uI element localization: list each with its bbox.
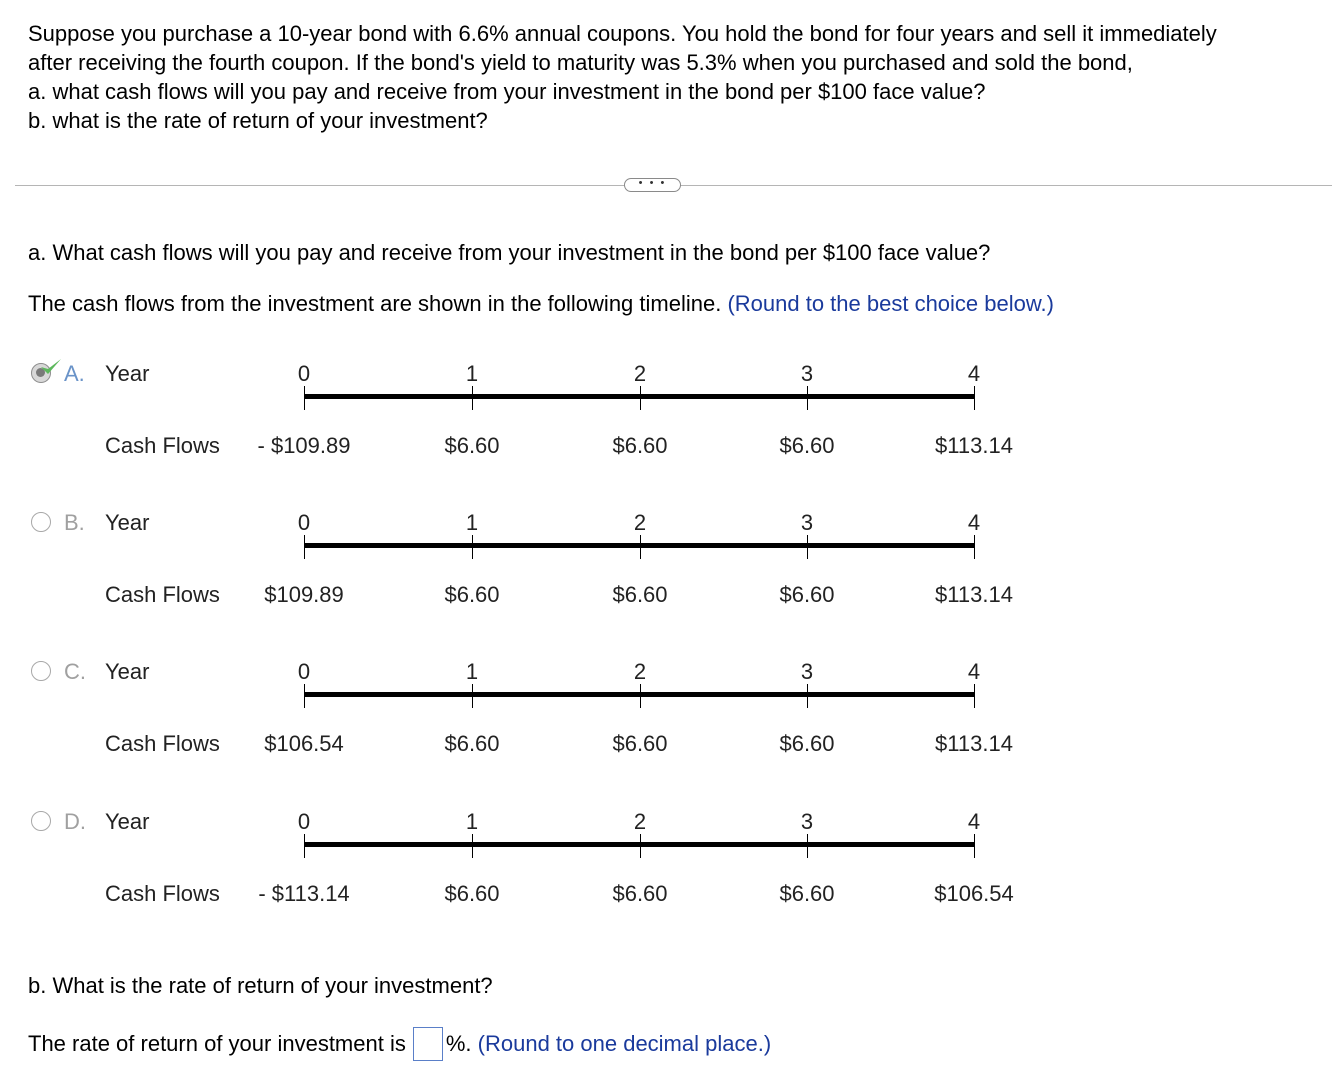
cash-flow-value: $6.60 bbox=[779, 582, 835, 607]
cash-flow-value: - $109.89 bbox=[257, 433, 351, 458]
year-label: Year bbox=[105, 659, 150, 684]
year-number: 1 bbox=[465, 361, 479, 386]
timeline-tick bbox=[807, 386, 808, 410]
timeline-tick bbox=[640, 834, 641, 858]
timeline-tick bbox=[472, 834, 473, 858]
timeline-tick bbox=[472, 684, 473, 708]
option-radio[interactable] bbox=[31, 512, 51, 532]
percent-suffix: %. bbox=[445, 1031, 472, 1056]
rate-of-return-input[interactable] bbox=[413, 1027, 443, 1061]
timeline-tick bbox=[640, 684, 641, 708]
cash-flow-value: $6.60 bbox=[612, 433, 668, 458]
year-number: 3 bbox=[800, 809, 814, 834]
year-label: Year bbox=[105, 361, 150, 386]
year-number: 4 bbox=[967, 659, 981, 684]
timeline-tick bbox=[807, 834, 808, 858]
year-number: 3 bbox=[800, 659, 814, 684]
cash-flows-label: Cash Flows bbox=[105, 731, 220, 756]
option-radio[interactable] bbox=[31, 661, 51, 681]
option-b[interactable] bbox=[0, 511, 1332, 651]
cash-flow-value: $6.60 bbox=[444, 433, 500, 458]
timeline-tick bbox=[304, 684, 305, 708]
year-number: 0 bbox=[297, 659, 311, 684]
cash-flow-value: $113.14 bbox=[935, 433, 1013, 458]
cash-flow-value: $113.14 bbox=[935, 731, 1013, 756]
cash-flow-value: $106.54 bbox=[934, 881, 1014, 906]
timeline-tick bbox=[304, 386, 305, 410]
answer-prompt: The rate of return of your investment is bbox=[28, 1031, 406, 1056]
cash-flow-value: $6.60 bbox=[612, 731, 668, 756]
year-number: 0 bbox=[297, 809, 311, 834]
cash-flow-value: $6.60 bbox=[444, 582, 500, 607]
option-d[interactable] bbox=[0, 810, 1332, 950]
question-line: a. what cash flows will you pay and receive from your investment in the bond per $100 face value? bbox=[28, 79, 986, 104]
option-letter: B. bbox=[64, 510, 85, 535]
year-number: 0 bbox=[297, 361, 311, 386]
year-number: 4 bbox=[967, 361, 981, 386]
option-c[interactable] bbox=[0, 660, 1332, 800]
cash-flow-value: $109.89 bbox=[264, 582, 344, 607]
cash-flow-value: $6.60 bbox=[444, 881, 500, 906]
timeline-tick bbox=[304, 834, 305, 858]
question-line: b. what is the rate of return of your investment? bbox=[28, 108, 488, 133]
year-number: 1 bbox=[465, 510, 479, 535]
year-number: 3 bbox=[800, 361, 814, 386]
year-number: 2 bbox=[633, 809, 647, 834]
option-letter: A. bbox=[64, 361, 85, 386]
expand-more-button[interactable]: • • • bbox=[624, 178, 681, 192]
year-number: 1 bbox=[465, 809, 479, 834]
timeline-tick bbox=[472, 535, 473, 559]
question-text bbox=[28, 19, 1318, 135]
part-b-answer-row bbox=[28, 1026, 771, 1062]
year-number: 2 bbox=[633, 361, 647, 386]
option-letter: D. bbox=[64, 809, 86, 834]
year-number: 4 bbox=[967, 510, 981, 535]
timeline-tick bbox=[974, 684, 975, 708]
timeline-tick bbox=[974, 386, 975, 410]
cash-flow-value: $113.14 bbox=[935, 582, 1013, 607]
question-line: Suppose you purchase a 10-year bond with 6.6% annual coupons. You hold the bond for four years and sell it immediately bbox=[28, 21, 1217, 46]
timeline-tick bbox=[974, 834, 975, 858]
option-a[interactable] bbox=[0, 362, 1332, 502]
cash-flow-value: $6.60 bbox=[612, 881, 668, 906]
year-number: 1 bbox=[465, 659, 479, 684]
cash-flow-value: $6.60 bbox=[444, 731, 500, 756]
year-number: 0 bbox=[297, 510, 311, 535]
timeline-tick bbox=[472, 386, 473, 410]
part-b-question: b. What is the rate of return of your investment? bbox=[28, 973, 493, 998]
part-a-instruction bbox=[28, 291, 1054, 317]
cash-flow-value: $106.54 bbox=[264, 731, 344, 756]
timeline-tick bbox=[640, 386, 641, 410]
year-number: 2 bbox=[633, 510, 647, 535]
timeline-tick bbox=[807, 535, 808, 559]
instruction-text: The cash flows from the investment are shown in the following timeline. bbox=[28, 291, 722, 316]
cash-flow-value: $6.60 bbox=[779, 731, 835, 756]
timeline-tick bbox=[640, 535, 641, 559]
cash-flows-label: Cash Flows bbox=[105, 881, 220, 906]
option-letter: C. bbox=[64, 659, 86, 684]
question-line: after receiving the fourth coupon. If the bond's yield to maturity was 5.3% when you purchased and sold the bond, bbox=[28, 50, 1133, 75]
cash-flows-label: Cash Flows bbox=[105, 582, 220, 607]
cash-flow-value: $6.60 bbox=[779, 881, 835, 906]
year-number: 4 bbox=[967, 809, 981, 834]
cash-flow-value: $6.60 bbox=[779, 433, 835, 458]
year-label: Year bbox=[105, 809, 150, 834]
option-radio[interactable] bbox=[31, 811, 51, 831]
timeline-tick bbox=[974, 535, 975, 559]
year-number: 3 bbox=[800, 510, 814, 535]
part-a-question: a. What cash flows will you pay and receive from your investment in the bond per $100 face value? bbox=[28, 240, 991, 265]
year-number: 2 bbox=[633, 659, 647, 684]
cash-flow-value: - $113.14 bbox=[258, 881, 350, 906]
timeline-tick bbox=[304, 535, 305, 559]
decimal-hint: (Round to one decimal place.) bbox=[477, 1031, 772, 1056]
timeline-tick bbox=[807, 684, 808, 708]
year-label: Year bbox=[105, 510, 150, 535]
round-hint: (Round to the best choice below.) bbox=[727, 291, 1054, 316]
cash-flow-value: $6.60 bbox=[612, 582, 668, 607]
cash-flows-label: Cash Flows bbox=[105, 433, 220, 458]
correct-check-icon bbox=[40, 357, 62, 377]
